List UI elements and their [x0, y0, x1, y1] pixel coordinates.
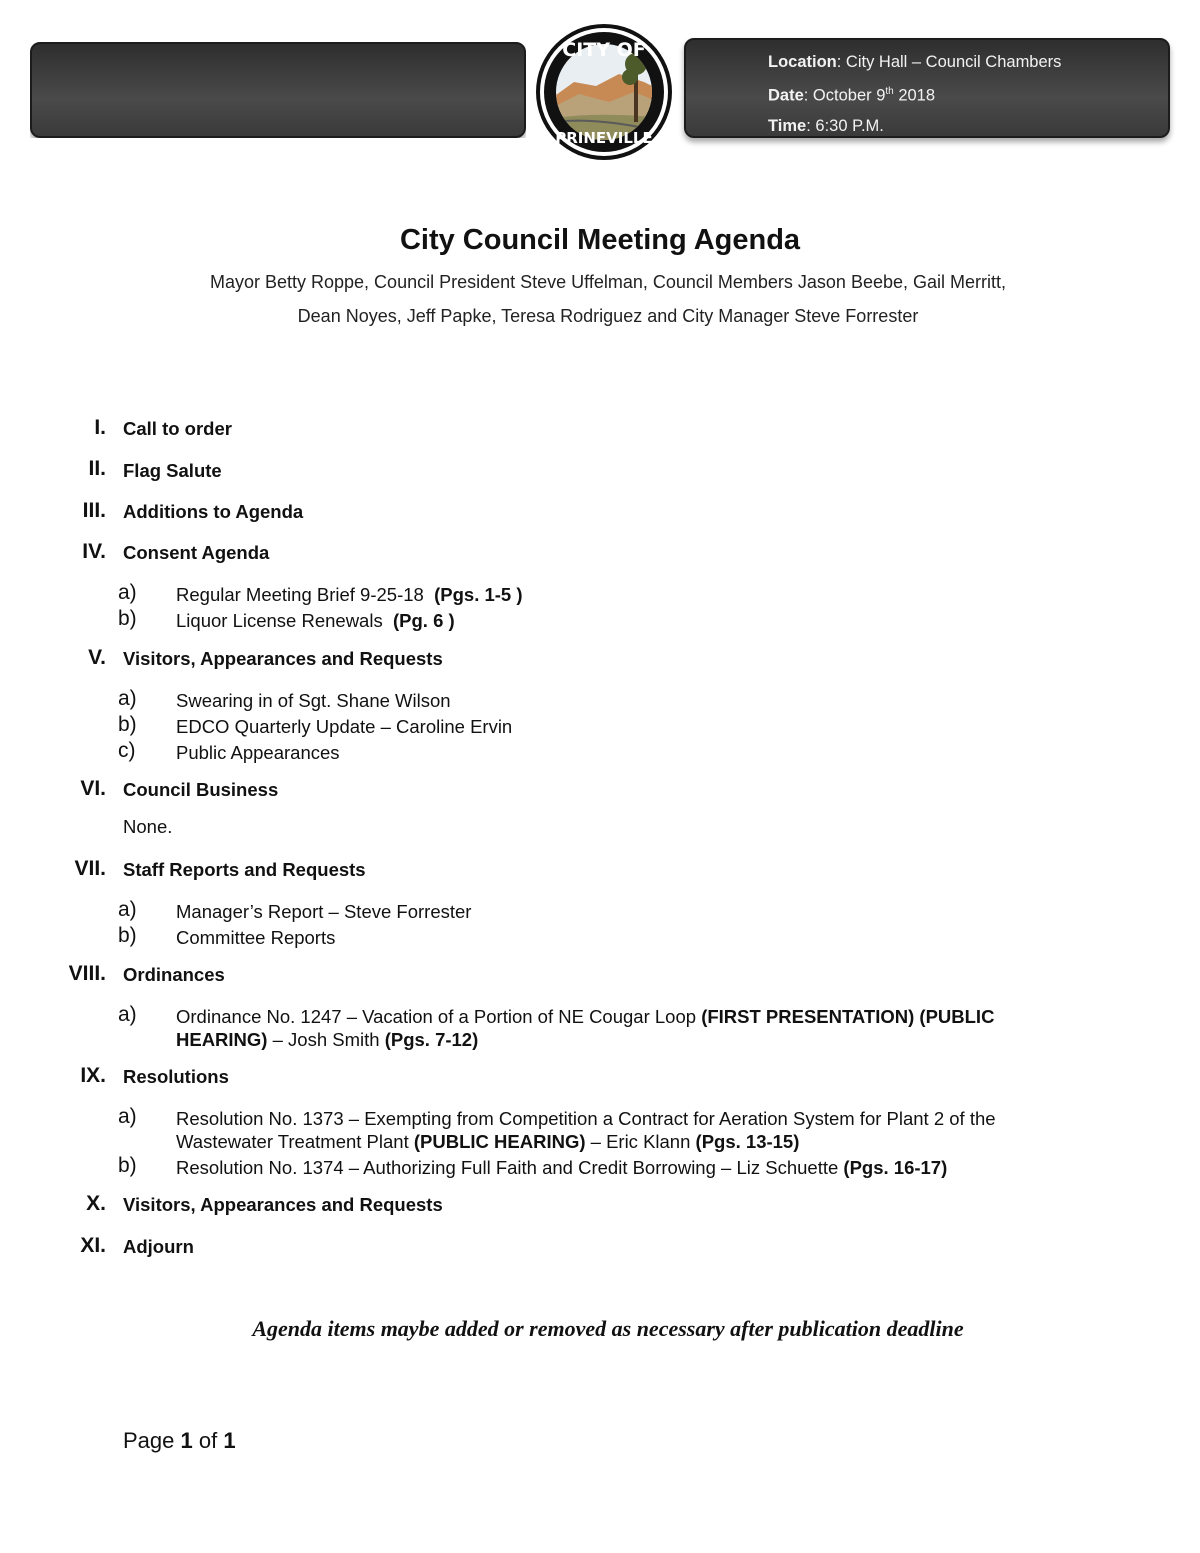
attendees-line-2: Dean Noyes, Jeff Papke, Teresa Rodriguez and City Manager Steve Forrester	[297, 306, 919, 326]
section-title-visitors-2: Visitors, Appearances and Requests	[123, 1194, 443, 1215]
logo-top-text: CITY OF	[562, 39, 646, 61]
list-item: Committee Reports	[176, 927, 336, 948]
item-letter: b)	[118, 607, 137, 630]
location-line: Location: City Hall – Council Chambers	[768, 53, 1062, 71]
section-title-resolutions: Resolutions	[123, 1066, 229, 1087]
item-letter: b)	[118, 924, 137, 947]
logo-bottom-text: PRINEVILLE	[555, 129, 653, 147]
list-item: Manager’s Report – Steve Forrester	[176, 901, 472, 922]
list-item: Public Appearances	[176, 742, 340, 763]
section-title-flag-salute: Flag Salute	[123, 460, 222, 481]
item-letter: a)	[118, 898, 137, 921]
section-number: VI.	[80, 777, 106, 800]
item-letter: a)	[118, 581, 137, 604]
date-line: Date: October 9th 2018	[768, 86, 936, 105]
section-number: VII.	[74, 857, 106, 880]
list-item: Liquor License Renewals (Pg. 6 )	[176, 610, 455, 631]
list-item: Swearing in of Sgt. Shane Wilson	[176, 690, 451, 711]
list-item: Resolution No. 1374 – Authorizing Full Faith and Credit Borrowing – Liz Schuette (Pgs. 16-17)	[176, 1157, 948, 1178]
header-banner-left	[30, 42, 526, 138]
section-title-adjourn: Adjourn	[123, 1236, 194, 1257]
item-letter: b)	[118, 1154, 137, 1177]
page-number: Page 1 of 1	[123, 1428, 236, 1453]
item-letter: a)	[118, 1105, 137, 1128]
attendees-line-1: Mayor Betty Roppe, Council President Steve Uffelman, Council Members Jason Beebe, Gail Merritt,	[209, 272, 1007, 292]
section-number: X.	[86, 1192, 106, 1215]
section-number: VIII.	[68, 962, 106, 985]
page-title: City Council Meeting Agenda	[399, 224, 801, 256]
section-number: XI.	[80, 1234, 106, 1257]
list-item: Resolution No. 1373 – Exempting from Competition a Contract for Aeration System for Plant 2 of the Wastewater Treatment Plant (PUBLIC HEARING) – Eric Klann (Pgs. 13-15)	[176, 1108, 996, 1152]
section-number: III.	[82, 499, 106, 522]
section-title-visitors: Visitors, Appearances and Requests	[123, 648, 443, 669]
publication-note: Agenda items maybe added or removed as necessary after publication deadline	[252, 1316, 964, 1341]
council-business-note: None.	[123, 816, 173, 837]
section-title-consent-agenda: Consent Agenda	[123, 542, 270, 563]
section-number: IV.	[82, 540, 106, 563]
city-seal-logo	[534, 22, 674, 162]
section-title-ordinances: Ordinances	[123, 964, 225, 985]
section-number: V.	[88, 646, 106, 669]
list-item: Ordinance No. 1247 – Vacation of a Portion of NE Cougar Loop (FIRST PRESENTATION) (PUBLIC HEARING) – Josh Smith (Pgs. 7-12)	[176, 1006, 995, 1050]
header-banner-right	[684, 38, 1170, 138]
list-item: EDCO Quarterly Update – Caroline Ervin	[176, 716, 513, 737]
item-letter: a)	[118, 1003, 137, 1026]
item-letter: c)	[118, 739, 136, 762]
section-title-additions: Additions to Agenda	[123, 501, 304, 522]
section-title-call-to-order: Call to order	[123, 418, 232, 439]
section-title-staff-reports: Staff Reports and Requests	[123, 859, 366, 880]
list-item: Regular Meeting Brief 9-25-18 (Pgs. 1-5 )	[176, 584, 523, 605]
section-title-council-business: Council Business	[123, 779, 279, 800]
section-number: IX.	[80, 1064, 106, 1087]
section-number: II.	[88, 457, 106, 480]
section-number: I.	[94, 416, 106, 439]
meeting-meta	[768, 47, 1061, 141]
time-line: Time: 6:30 P.M.	[768, 116, 884, 135]
item-letter: a)	[118, 687, 137, 710]
item-letter: b)	[118, 713, 137, 736]
